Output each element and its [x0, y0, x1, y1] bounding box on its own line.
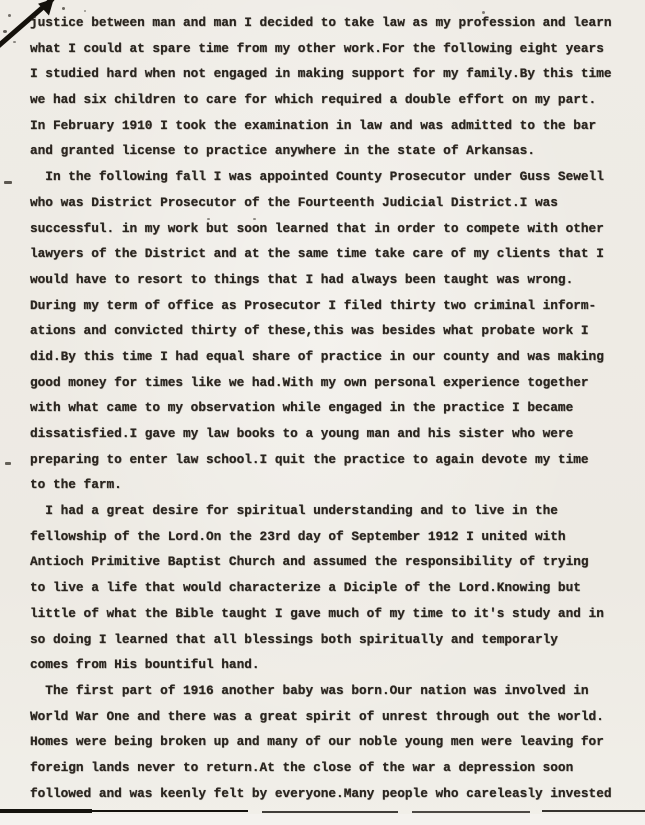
text-line: preparing to enter law school.I quit the practice to again devote my time: [30, 451, 589, 467]
text-line: ations and convicted thirty of these,this was besides what probate work I: [30, 323, 589, 339]
ink-speck: [13, 41, 16, 43]
text-line: Homes were being broken up and many of our noble young men were leaving for: [30, 734, 604, 750]
text-line: The first part of 1916 another baby was born.Our nation was involved in: [30, 682, 589, 698]
text-line: In the following fall I was appointed County Prosecutor under Guss Sewell: [30, 169, 604, 185]
text-line: lawyers of the District and at the same time take care of my clients that I: [30, 246, 604, 262]
text-line: so doing I learned that all blessings both spiritually and temporarly: [30, 631, 558, 647]
text-line: Antioch Primitive Baptist Church and assumed the responsibility of trying: [30, 554, 589, 570]
text-line: with what came to my observation while engaged in the practice I became: [30, 400, 574, 416]
margin-pencil-dash: [5, 462, 11, 465]
text-line: dissatisfied.I gave my law books to a young man and his sister who were: [30, 426, 574, 441]
scan-edge-line: [262, 811, 398, 813]
text-line: successful. in my work but soon learned that in order to compete with other: [30, 220, 604, 236]
text-line: did.By this time I had equal share of practice in our county and was making: [30, 348, 604, 364]
margin-pencil-dash: [4, 181, 12, 184]
text-line: good money for times like we had.With my own personal experience together: [30, 374, 589, 390]
scan-edge-line: [92, 810, 248, 812]
text-line: World War One and there was a great spirit of unrest through out the world.: [30, 708, 604, 724]
text-line: what I could at spare time from my other work.For the following eight years: [30, 40, 604, 56]
text-line: and granted license to practice anywhere in the state of Arkansas.: [30, 143, 535, 159]
text-line: comes from His bountiful hand.: [30, 657, 260, 673]
text-line: fellowship of the Lord.On the 23rd day of September 1912 I united with: [30, 528, 566, 544]
document-text: [30, 10, 637, 806]
scan-edge-line: [0, 809, 92, 813]
text-line: followed and was keenly felt by everyone.Many people who careleasly invested: [30, 785, 612, 801]
text-line: I had a great desire for spiritual understanding and to live in the: [30, 503, 558, 519]
text-line: we had six children to care for which required a double effort on my part.: [30, 92, 597, 108]
scan-edge-line: [542, 810, 645, 812]
text-line: would have to resort to things that I had always been taught was wrong.: [30, 271, 574, 287]
scan-edge-line: [412, 811, 530, 813]
text-line: who was District Prosecutor of the Fourteenth Judicial District.I was: [30, 194, 558, 210]
ink-speck: [8, 14, 11, 17]
text-line: During my term of office as Prosecutor I filed thirty two criminal inform-: [30, 297, 597, 313]
text-line: little of what the Bible taught I gave much of my time to it's study and in: [30, 605, 604, 621]
text-line: I studied hard when not engaged in making support for my family.By this time: [30, 66, 612, 82]
text-line: In February 1910 I took the examination in law and was admitted to the bar: [30, 117, 597, 133]
ink-speck: [3, 30, 7, 33]
text-line: to the farm.: [30, 477, 122, 493]
text-line: to live a life that would characterize a Diciple of the Lord.Knowing but: [30, 580, 581, 596]
paper-bottom-margin: [0, 814, 645, 825]
text-line: foreign lands never to return.At the close of the war a depression soon: [30, 759, 574, 775]
text-line: justice between man and man I decided to take law as my profession and learn: [30, 15, 612, 30]
